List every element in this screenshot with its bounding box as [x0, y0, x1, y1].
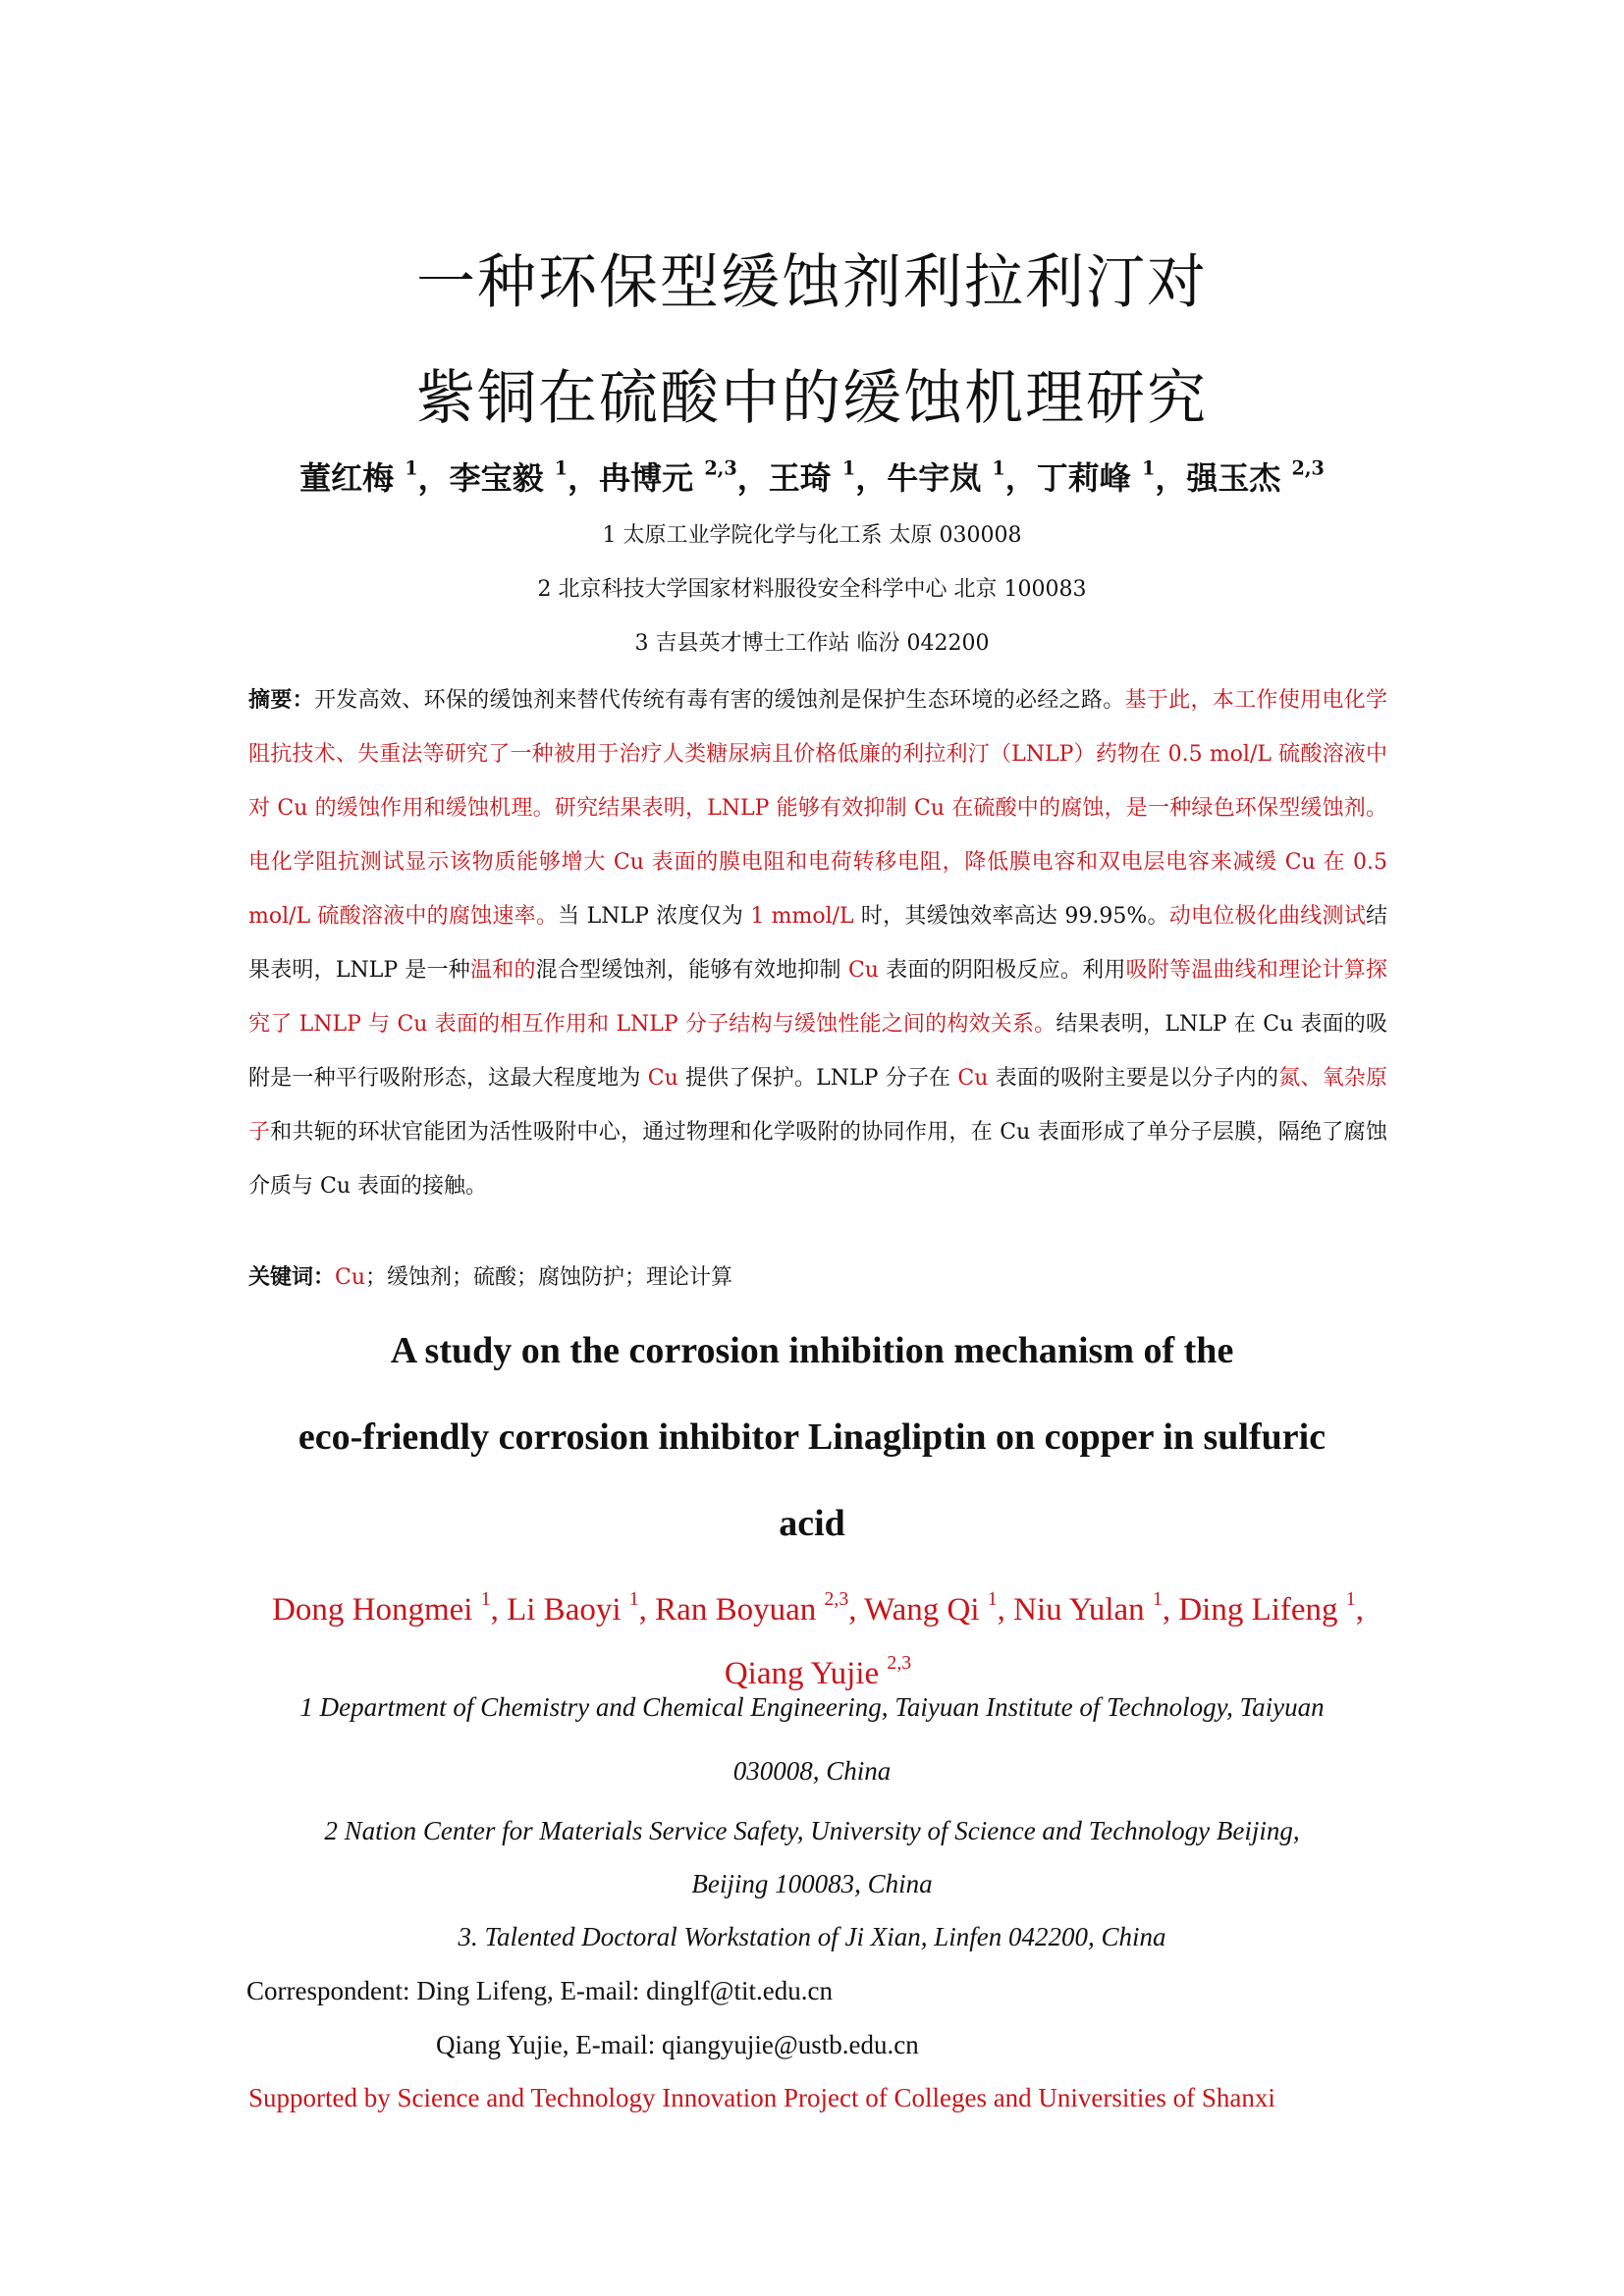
chinese-author-affiliation-mark: 1	[405, 456, 418, 480]
english-author-separator: ,	[490, 1591, 508, 1628]
abstract-text: 表面的阴阳极反应。利用	[878, 958, 1126, 983]
english-author-name: Ran Boyuan	[655, 1591, 825, 1628]
chinese-author-affiliation-mark: 1	[1141, 456, 1156, 480]
abstract-text: 当 LNLP 浓度仅为	[558, 904, 751, 929]
english-author-separator: ,	[997, 1591, 1014, 1628]
chinese-author-name: 丁莉峰	[1036, 459, 1142, 497]
chinese-affiliation-1: 1 太原工业学院化学与化工系 太原 030008	[602, 523, 1022, 548]
abstract-text: 和共轭的环状官能团为活性吸附中心，通过物理和化学吸附的协同作用，在 Cu 表面形成了单分子层膜，隔绝了腐蚀介质与 Cu 表面的接触。	[248, 1120, 1387, 1199]
abstract-text: 混合型缓蚀剂，能够有效地抑制	[535, 958, 848, 983]
abstract-text: 结果表明，LNLP 在 Cu 表面的吸附是一种平行吸附形态，这最大程度地为	[248, 1012, 1387, 1091]
chinese-author-separator: ，	[1004, 459, 1037, 497]
english-author-separator: ,	[638, 1591, 656, 1628]
english-affiliation-3: 3. Talented Doctoral Workstation of Ji Xian, Linfen 042200, China	[458, 1922, 1166, 1951]
keywords-rest: ；缓蚀剂；硫酸；腐蚀防护；理论计算	[365, 1265, 733, 1290]
chinese-author-affiliation-mark: 2,3	[704, 456, 737, 480]
english-author-affiliation-mark: 2,3	[824, 1588, 849, 1610]
abstract-highlighted-text: 基于此，本工作使用电化学阻抗技术、失重法等研究了一种被用于治疗人类糖尿病且价格低廉的利拉利汀（LNLP）药物在 0.5 mol/L 硫酸溶液中对 Cu 的缓蚀作用和缓蚀机理。研究结果表明，LNLP 能够有效抑制 Cu 在硫酸中的腐蚀，是一种绿色环保型缓蚀剂。电化学阻抗测试显示该物质能够增大 Cu 表面的膜电阻和电荷转移电阻，降低膜电容和双电层电容来减缓 Cu 在 0.5 mol/L 硫酸溶液中的腐蚀速率。	[248, 688, 1387, 929]
english-author-list	[248, 1573, 1387, 1700]
abstract-highlighted-text: 动电位极化曲线测试	[1168, 904, 1366, 929]
chinese-affiliation-3: 3 吉县英才博士工作站 临汾 042200	[634, 631, 990, 656]
correspondent-line-1: Correspondent: Ding Lifeng, E-mail: dinglf@tit.edu.cn	[246, 1976, 833, 2005]
abstract-label: 摘要：	[248, 688, 314, 713]
chinese-author-affiliation-mark: 1	[992, 456, 1005, 480]
abstract-highlighted-text: 氮、氧杂原子	[248, 1066, 1387, 1145]
english-author-name: Dong Hongmei	[272, 1591, 481, 1628]
chinese-author-name: 强玉杰	[1186, 459, 1292, 497]
abstract-text: 结果表明，LNLP 是一种	[248, 904, 1387, 983]
abstract-highlighted-text: 温和的	[470, 958, 536, 983]
english-author-affiliation-mark: 1	[628, 1588, 639, 1610]
abstract-text: 时，其缓蚀效率高达 99.95%。	[853, 904, 1169, 929]
english-author-name: Li Baoyi	[507, 1591, 629, 1628]
chinese-keywords	[248, 1260, 1387, 1291]
chinese-author-name: 牛宇岚	[887, 459, 993, 497]
chinese-author-separator: ，	[417, 459, 450, 497]
chinese-author-separator: ，	[1155, 459, 1187, 497]
abstract-highlighted-text: 1 mmol/L	[750, 904, 854, 929]
english-title-line-2: eco-friendly corrosion inhibitor Linagliptin on copper in sulfuric	[298, 1416, 1326, 1458]
chinese-affiliation-2: 2 北京科技大学国家材料服役安全科学中心 北京 100083	[537, 577, 1087, 602]
chinese-author-affiliation-mark: 1	[841, 456, 856, 480]
english-author-affiliation-mark: 1	[1152, 1588, 1163, 1610]
chinese-author-separator: ，	[855, 459, 888, 497]
chinese-title-line-2: 紫铜在硫酸中的缓蚀机理研究	[416, 364, 1208, 433]
english-author-name: Ding Lifeng	[1178, 1591, 1346, 1628]
chinese-author-affiliation-mark: 2,3	[1291, 456, 1325, 480]
english-author-name: Wang Qi	[864, 1591, 988, 1628]
chinese-author-name: 李宝毅	[449, 459, 555, 497]
chinese-title-line-1: 一种环保型缓蚀剂利拉利汀对	[416, 248, 1208, 317]
english-author-affiliation-mark: 1	[987, 1588, 998, 1610]
english-author-affiliation-mark: 1	[1345, 1588, 1356, 1610]
chinese-abstract	[248, 673, 1387, 1213]
chinese-author-separator: ，	[736, 459, 769, 497]
english-affiliation-1-line-2: 030008, China	[732, 1756, 892, 1786]
chinese-author-list	[0, 454, 1624, 499]
keyword-cu: Cu	[335, 1265, 366, 1290]
english-affiliation-2-line-2: Beijing 100083, China	[691, 1869, 933, 1898]
english-author-separator: ,	[1355, 1591, 1364, 1628]
abstract-highlighted-text: Cu	[647, 1066, 678, 1091]
abstract-highlighted-text: Cu	[957, 1066, 989, 1091]
english-author-name: Qiang Yujie	[724, 1655, 888, 1691]
chinese-author-name: 王琦	[768, 459, 842, 497]
abstract-text: 表面的吸附主要是以分子内的	[988, 1066, 1279, 1091]
abstract-highlighted-text: Cu	[847, 958, 879, 983]
chinese-author-affiliation-mark: 1	[554, 456, 568, 480]
english-author-separator: ,	[848, 1591, 865, 1628]
funding-statement: Supported by Science and Technology Innovation Project of Colleges and Universities of Shanxi	[248, 2083, 1275, 2112]
english-author-name: Niu Yulan	[1013, 1591, 1153, 1628]
abstract-highlighted-text: 吸附等温曲线和理论计算探究了 LNLP 与 Cu 表面的相互作用和 LNLP 分子结构与缓蚀性能之间的构效关系。	[248, 958, 1387, 1037]
english-title-line-1: A study on the corrosion inhibition mechanism of the	[390, 1330, 1234, 1371]
english-affiliation-2-line-1: 2 Nation Center for Materials Service Safety, University of Science and Technology Beijing,	[324, 1816, 1300, 1845]
abstract-text: 开发高效、环保的缓蚀剂来替代传统有毒有害的缓蚀剂是保护生态环境的必经之路。	[313, 688, 1125, 713]
english-author-affiliation-mark: 1	[480, 1588, 491, 1610]
correspondent-line-2: Qiang Yujie, E-mail: qiangyujie@ustb.edu.cn	[436, 2030, 919, 2059]
english-author-affiliation-mark: 2,3	[887, 1651, 912, 1674]
chinese-author-separator: ，	[568, 459, 600, 497]
english-author-separator: ,	[1162, 1591, 1179, 1628]
english-affiliation-1-line-1: 1 Department of Chemistry and Chemical Engineering, Taiyuan Institute of Technology, Taiyuan	[299, 1692, 1325, 1722]
chinese-author-name: 董红梅	[299, 459, 406, 497]
keywords-label: 关键词：	[248, 1265, 336, 1290]
abstract-text: 提供了保护。LNLP 分子在	[677, 1066, 958, 1091]
english-title-line-3: acid	[779, 1503, 845, 1544]
chinese-author-name: 冉博元	[599, 459, 705, 497]
abstract-body	[248, 688, 1387, 1199]
